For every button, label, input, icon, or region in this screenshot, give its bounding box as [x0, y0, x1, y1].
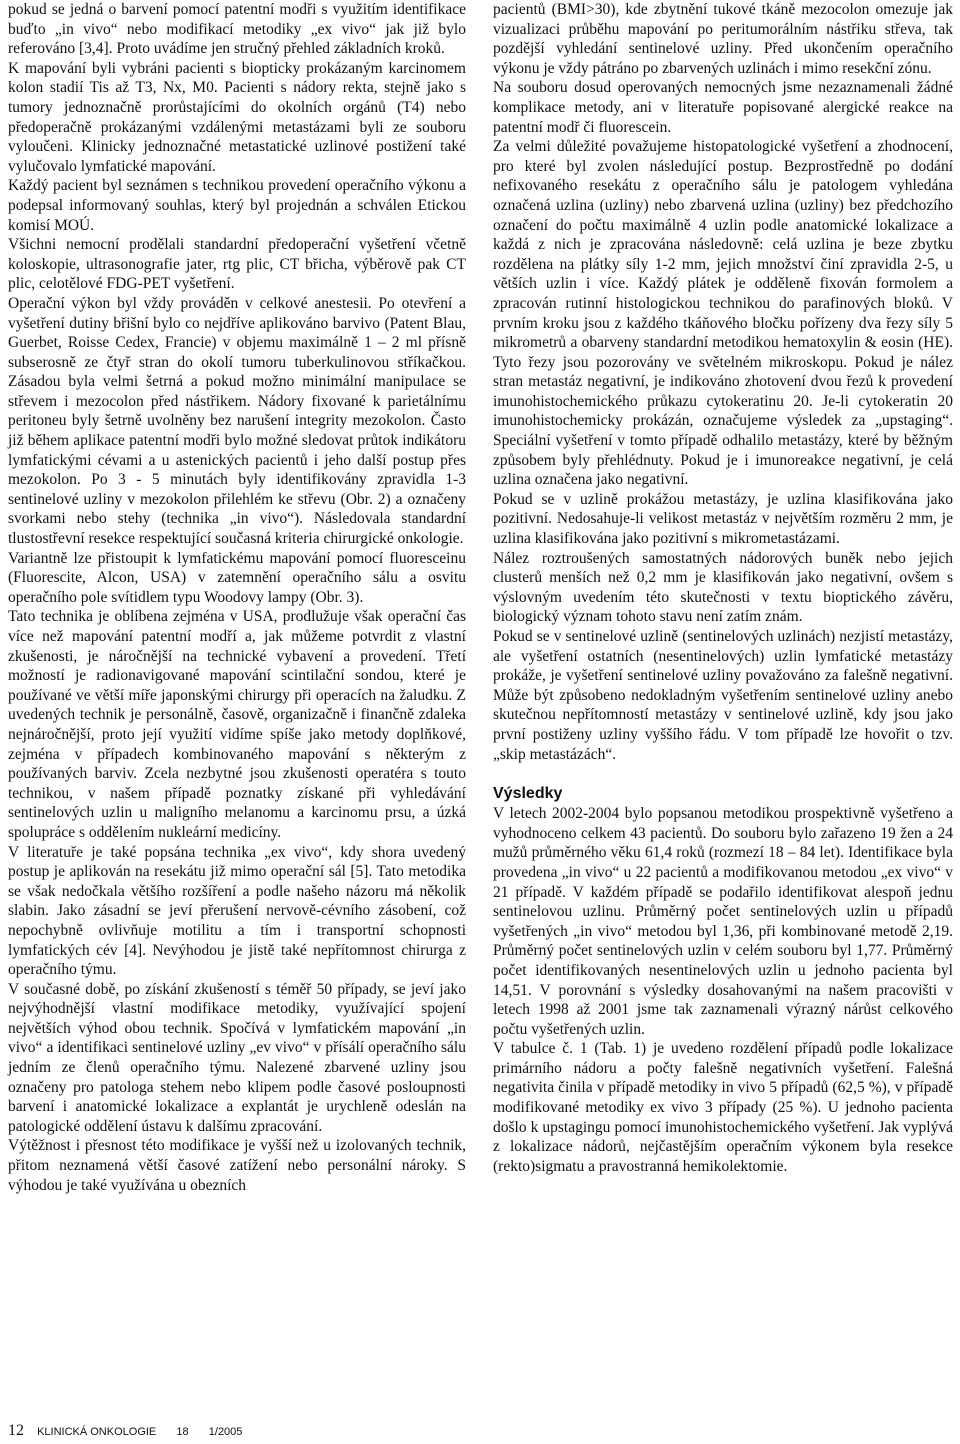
paragraph: V současné době, po získání zkušeností s téměř 50 případy, se jeví jako nejvýhodnější vlastní modifikace metodiky, využívající spojení největších výhod obou technik. Spočívá v lymfatickém mapování „in vivo“ a identifikaci sentinelové uzliny „ev vivo“ v přísálí operačního sálu jedním ze členů operačního týmu. Nalezené zbarvené uzliny jsou označeny pro patologa stehem nebo klipem podle časové posloupnosti barvení i anatomické lokalizace a explantát je urychleně odeslán na patologické oddělení ústavu k dalšímu zpracování.	[8, 980, 466, 1135]
paragraph: Variantně lze přistoupit k lymfatickému mapování pomocí fluoresceinu (Fluorescite, Alcon, USA) v zatemnění operačního sálu a osvitu operačního pole svítidlem typu Woodovy lampy (Obr. 3).	[8, 549, 466, 606]
results-heading: Výsledky	[493, 785, 563, 803]
paragraph: Nález roztroušených samostatných nádorových buněk nebo jejich clusterů menších než 0,2 mm je klasifikován jako negativní, ovšem s výslovným uvedením této skutečnosti v textu bioptického závěru, biologický význam tohoto stavu není zatím znám.	[493, 549, 953, 626]
paragraph: Každý pacient byl seznámen s technikou provedení operačního výkonu a podepsal informovaný souhlas, který byl projednán a schválen Etickou komisí MOÚ.	[8, 177, 466, 234]
journal-issue: 1/2005	[208, 1426, 243, 1438]
paragraph: K mapování byli vybráni pacienti s biopticky prokázaným karcinomem kolon stadií Tis až T3, Nx, M0. Pacienti s nádory rekta, stejně jako s tumory jednoznačně prorůstajícími do okolních orgánů (T4) nebo předoperačně prokázanými vzdálenými metastázami byli ze souboru vyloučeni. Klinicky jednoznačné metastatické uzlinové postižení také vylučovalo lymfatické mapování.	[8, 59, 466, 175]
paragraph: pacientů (BMI>30), kde zbytnění tukové tkáně mezocolon omezuje jak vizualizaci průběhu mapování po peritumorálním nástřiku střeva, tak pozdější vyhledání sentinelové uzliny. Před ukončením operačního výkonu je vždy pátráno po zbarvených uzlinách i mimo resekční zónu.	[493, 1, 953, 77]
paragraph: Za velmi důležité považujeme histopatologické vyšetření a zhodnocení, pro které byl zvolen následující postup. Bezprostředně po dodání nefixovaného resekátu z operačního sálu je patologem vyhledána označená uzlina (uzliny) nebo zbarvená uzlina (uzliny) bez předchozího označení do počtu maximálně 4 uzlin podle anatomické lokalizace a každá z nich je zpracována následovně: celá uzlina je beze zbytku rozdělena na plátky síly 1-2 mm, jejich množství činí zpravidla 2-5, u větších uzlin i více. Každý plátek je odděleně fixován formolem a zpracován rutinní histologickou technikou do parafinových bloků. V prvním kroku jsou z každého tkáňového bločku pořízeny dva řezy síly 5 mikrometrů a obarveny standardní metodikou hematoxylin & eosin (HE). Tyto řezy jsou pozorovány ve světelném mikroskopu. Pokud je nález stran metastáz negativní, je indikováno zhotovení dvou řezů k provedení imunohistochemického průkazu cytokeratinu 20. Je-li cytokeratin 20 imunohistochemicky prokázán, označujeme výsledek za „upstaging“. Speciální vyšetření v tomto případě odhalilo metastázy, které by běžným způsobem byly přehlédnuty. Pokud je i imunoreakce negativní, je celá uzlina označena jako negativní.	[493, 138, 953, 489]
paragraph: V letech 2002-2004 bylo popsanou metodikou prospektivně vyšetřeno a vyhodnoceno celkem 43 pacientů. Do souboru bylo zařazeno 19 žen a 24 mužů průměrného věku 61,4 roků (rozmezí 18 – 84 let). Identifikace byla provedena „in vivo“ u 22 pacientů a modifikovanou metodou „ex vivo“ v 21 případě. V každém případě se podařilo identifikovat alespoň jednu sentinelovou uzlinu. Průměrný počet sentinelových uzlin u případů vyšetřených „in vivo“ metodou byl 1,36, při kombinované metodě 2,19. Průměrný počet sentinelových uzlin v celém souboru byl 1,77. Průměrný počet identifikovaných nesentinelových uzlin u jednoho pacienta byl 14,51. V porovnání s výsledky dosahovanými na našem pracovišti v letech 1998 až 2001 jsme tak zaznamenali výrazný nárůst celkového počtu vyšetřených uzlin.	[493, 805, 953, 1038]
paragraph: V tabulce č. 1 (Tab. 1) je uvedeno rozdělení případů podle lokalizace primárního nádoru a počty falešně negativních vyšetření. Falešná negativita činila v případě metodiky in vivo 5 případů (62,5 %), v případě modifikované metodiky ex vivo 3 případy (25 %). U jednoho pacienta došlo k upstagingu pomocí imunohistochemického vyšetření. Jak vyplývá z lokalizace nádorů, nejčastějším operačním výkonem byla resekce (rekto)sigmatu a pravostranná hemikolektomie.	[493, 1040, 953, 1175]
left-column	[8, 0, 466, 1195]
paragraph: Operační výkon byl vždy prováděn v celkové anestesii. Po otevření a vyšetření dutiny břišní bylo co nejdříve aplikováno barvivo (Patent Blau, Guerbet, Roisse Cedex, Francie) v objemu maximálně 1 – 2 ml přísně subserosně ze čtyř stran do okolí tumoru tuberkulinovou stříkačkou. Zásadou byla velmi šetrná a pokud možno minimální manipulace se střevem i mezocolon před nástřikem. Nádory fixované k parietálnímu peritoneu byly šetrně uvolněny bez narušení integrity mezokolon. Často již během aplikace patentní modři bylo možné sledovat průtok indikátoru lymfatickými cévami a u astenických pacientů i jeho další postup přes mezokolon. Po 3 - 5 minutách byly identifikovány zpravidla 1-3 sentinelové uzliny v mezokolon přilehlém ke střevu (Obr. 2) a označeny svorkami nebo stehy (technika „in vivo“). Následovala standardní tlustostřevní resekce respektující současná kriteria chirurgické onkologie.	[8, 294, 466, 548]
page-number: 12	[8, 1422, 24, 1439]
paragraph: Pokud se v sentinelové uzlině (sentinelových uzlinách) nezjistí metastázy, ale vyšetření ostatních (nesentinelových) uzlin lymfatické metastázy prokáže, je vyšetření sentinelové uzliny považováno za falešně negativní. Může být způsobeno nedokladným vyšetřením sentinelové uzliny anebo skutečnou nepřítomností metastázy v sentinelové uzlině, kdy jsou jako první postiženy uzliny vyššího řádu. V tom případě lze hovořit o tzv. „skip metastázách“.	[493, 628, 953, 763]
journal-name: KLINICKÁ ONKOLOGIE	[37, 1426, 157, 1438]
section-spacer	[493, 764, 953, 784]
paragraph: Pokud se v uzlině prokážou metastázy, je uzlina klasifikována jako pozitivní. Nedosahuje-li velikost metastáz v největším rozměru 2 mm, je uzlina klasifikována jako pozitivní s mikrometastázami.	[493, 490, 953, 548]
journal-volume: 18	[176, 1426, 189, 1438]
paragraph: V literatuře je také popsána technika „ex vivo“, kdy shora uvedený postup je aplikován na resekátu již mimo operační sál [5]. Tato metodika se však nedočkala většího rozšíření a podle našeho názoru má několik slabin. Jako zásadní se jeví přerušení nervově-cévního zásobení, což nepochybně ovlivňuje motilitu a tím i transportní schopnosti lymfatických cév [4]. Nevýhodou je jistě také nepřítomnost chirurga z operačního týmu.	[8, 843, 466, 979]
right-column	[493, 0, 953, 1176]
page-footer	[8, 1424, 242, 1439]
paragraph: Všichni nemocní prodělali standardní předoperační vyšetření včetně koloskopie, ultrasonografie jater, rtg plic, CT břicha, výběrově pak CT plic, celotělové FDG-PET vyšetření.	[8, 236, 466, 293]
paragraph: Tato technika je oblíbena zejména v USA, prodlužuje však operační čas více než mapování patentní modří a, jak můžeme potvrdit z vlastní zkušenosti, je náročnější na technické vybavení a provedení. Třetí možností je radionavigované mapování scintilační sondou, které je používané ve větší míře japonskými chirurgy při operacích na žaludku. Z uvedených technik je personálně, časově, organizačně i finančně zdaleka nejnáročnější, proto její využití vidíme spíše jako metody doplňkové, zejména v případech kombinovaného mapování s některým z používaných barviv. Zcela nezbytné jsou zkušenosti operatéra s touto technikou, v našem případě poznatky získané při vyhledávání sentinelových uzlin u maligního melanomu a karcinomu prsu, a úzká spolupráce s oddělením nukleární medicíny.	[8, 608, 466, 841]
paragraph: Výtěžnost i přesnost této modifikace je vyšší než u izolovaných technik, přitom neznamená větší časové zatížení nebo personální nároky. S výhodou je také využívána u obezních	[8, 1137, 466, 1194]
paragraph: Na souboru dosud operovaných nemocných jsme nezaznamenali žádné komplikace metody, ani v literatuře popisované alergické reakce na patentní modř či fluorescein.	[493, 79, 953, 136]
paragraph: pokud se jedná o barvení pomocí patentní modři s využitím identifikace buďto „in vivo“ nebo modifikací metodiky „ex vivo“ jak již bylo referováno [3,4]. Proto uvádíme jen stručný přehled základních kroků.	[8, 1, 466, 58]
